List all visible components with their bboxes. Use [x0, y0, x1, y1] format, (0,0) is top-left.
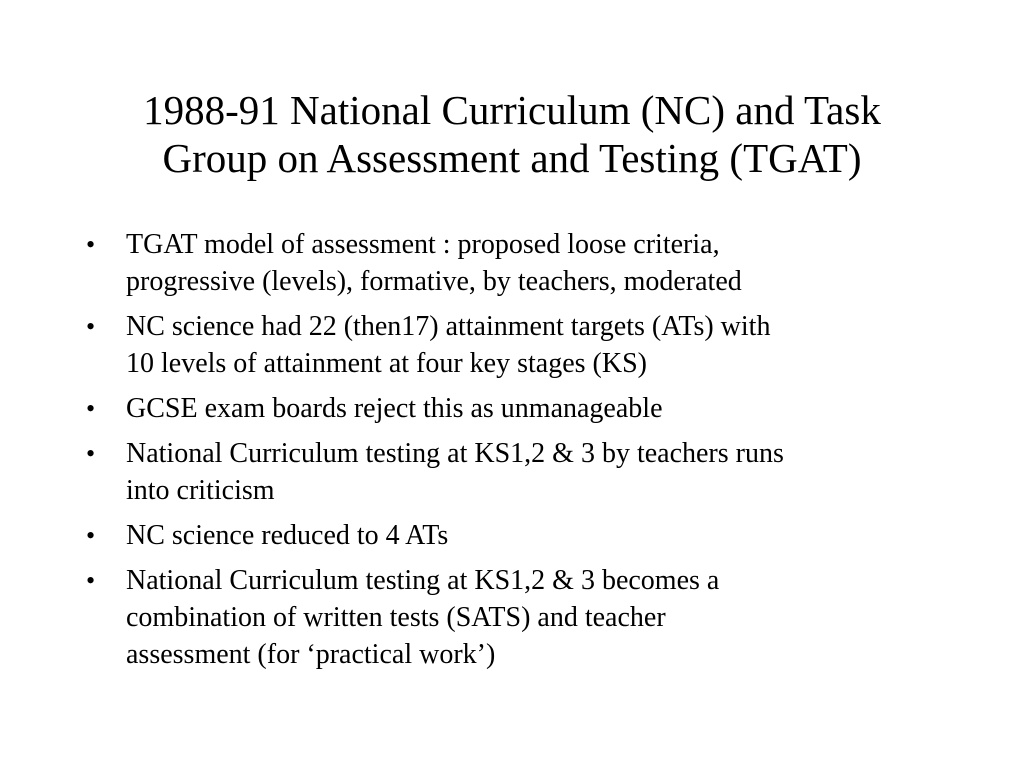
- bullet-line: combination of written tests (SATS) and teacher: [126, 602, 666, 633]
- bullet-text: [126, 562, 946, 673]
- bullet-line: National Curriculum testing at KS1,2 & 3 by teachers runs: [126, 438, 784, 469]
- bullet-icon: •: [86, 230, 96, 259]
- bullet-item-tgat-model: [86, 226, 946, 300]
- bullet-item-nc-testing-combination: [86, 562, 946, 673]
- bullet-line: NC science had 22 (then17) attainment targets (ATs) with: [126, 311, 771, 342]
- bullet-line: NC science reduced to 4 ATs: [126, 520, 449, 551]
- bullet-text: [126, 226, 946, 300]
- bullet-icon: •: [86, 521, 96, 550]
- bullet-line: GCSE exam boards reject this as unmanageable: [126, 393, 663, 424]
- bullet-text: [126, 517, 946, 554]
- bullet-icon: •: [86, 394, 96, 423]
- bullet-line: National Curriculum testing at KS1,2 & 3 becomes a: [126, 565, 720, 596]
- bullet-line: assessment (for ‘practical work’): [126, 639, 496, 670]
- bullet-line: TGAT model of assessment : proposed loose criteria,: [126, 229, 720, 260]
- bullet-text: [126, 435, 946, 509]
- bullet-item-nc-testing-criticism: [86, 435, 946, 509]
- bullet-icon: •: [86, 439, 96, 468]
- bullet-item-nc-science-reduced: [86, 517, 946, 554]
- title-line-2: Group on Assessment and Testing (TGAT): [162, 135, 862, 181]
- bullet-icon: •: [86, 312, 96, 341]
- slide-title: [60, 86, 964, 182]
- bullet-list: [86, 226, 946, 681]
- bullet-line: 10 levels of attainment at four key stages (KS): [126, 348, 647, 379]
- bullet-line: progressive (levels), formative, by teachers, moderated: [126, 266, 742, 297]
- bullet-line: into criticism: [126, 475, 275, 506]
- bullet-icon: •: [86, 566, 96, 595]
- bullet-text: [126, 308, 946, 382]
- bullet-text: [126, 390, 946, 427]
- bullet-item-nc-science-targets: [86, 308, 946, 382]
- bullet-item-gcse-boards: [86, 390, 946, 427]
- title-line-1: 1988-91 National Curriculum (NC) and Task: [143, 87, 881, 133]
